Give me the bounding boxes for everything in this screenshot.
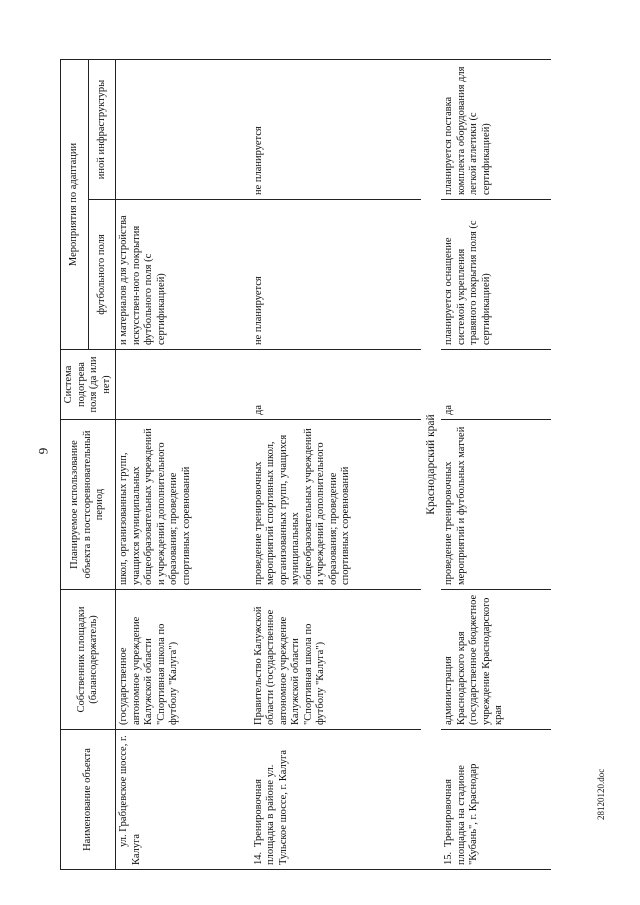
region-row (421, 60, 442, 870)
cell-owner: Правительство Калужской области (государственное автономное учреждение Калужской области "Спортивная школа по футболу "Калуга") (251, 590, 421, 730)
cell-use: проведение тренировочных мероприятий спортивных школ, организованных групп, учащихся муниципальных общеобразовательных учреждений и учреждений дополнительного образования; проведение спортивных соревнований (251, 420, 421, 590)
cell-other: не планируется (251, 60, 421, 200)
header-heating: Система подогрева поля (да или нет) (61, 350, 116, 420)
cell-other (116, 60, 251, 200)
cell-use: школ, организованных групп, учащихся муниципальных общеобразовательных учреждений и учреждений дополнительного образования; проведение спортивных соревнований (116, 420, 251, 590)
page-number: 9 (35, 447, 51, 455)
cell-field: планируется оснащение системой укрепления травяного покрытия поля (с сертификацией) (441, 200, 551, 350)
rotated-table-wrapper (60, 60, 600, 870)
cell-owner: (государственное автономное учреждение Калужской области "Спортивная школа по футболу "Калуга") (116, 590, 251, 730)
file-name-footer: 28120120.doc (596, 768, 606, 820)
header-field: футбольного поля (88, 200, 116, 350)
cell-name: 15.Тренировочная площадка на стадионе "Кубань", г. Краснодар (441, 730, 551, 870)
header-name: Наименование объекта (61, 730, 116, 870)
header-use: Планируемое использование объекта в постсоревновательный период (61, 420, 116, 590)
table-row (441, 60, 551, 870)
cell-owner: администрация Краснодарского края (государственное бюджетное учреждение Краснодарского края (441, 590, 551, 730)
cell-heating (116, 350, 251, 420)
cell-field: и материалов для устройства искусствен-ного покрытия футбольного поля (с сертификацией) (116, 200, 251, 350)
cell-heating: да (251, 350, 421, 420)
cell-field: не планируется (251, 200, 421, 350)
cell-heating: да (441, 350, 551, 420)
cell-name: ул. Грабцевское шоссе, г. Калуга (116, 730, 251, 870)
cell-use: проведение тренировочных мероприятий и футбольных матчей (441, 420, 551, 590)
table-row (116, 60, 251, 870)
header-other: иной инфраструктуры (88, 60, 116, 200)
header-measures: Мероприятия по адаптации (61, 60, 89, 350)
cell-name: 14.Тренировочная площадка в районе ул. Тульское шоссе, г. Калуга (251, 730, 421, 870)
table-row (251, 60, 421, 870)
region-label: Краснодарский край (421, 60, 442, 870)
header-owner: Собственник площадки (балансодержатель) (61, 590, 116, 730)
cell-other: планируется поставка комплекта оборудования для легкой атлетики (с сертификацией) (441, 60, 551, 200)
adaptation-table (60, 59, 551, 870)
